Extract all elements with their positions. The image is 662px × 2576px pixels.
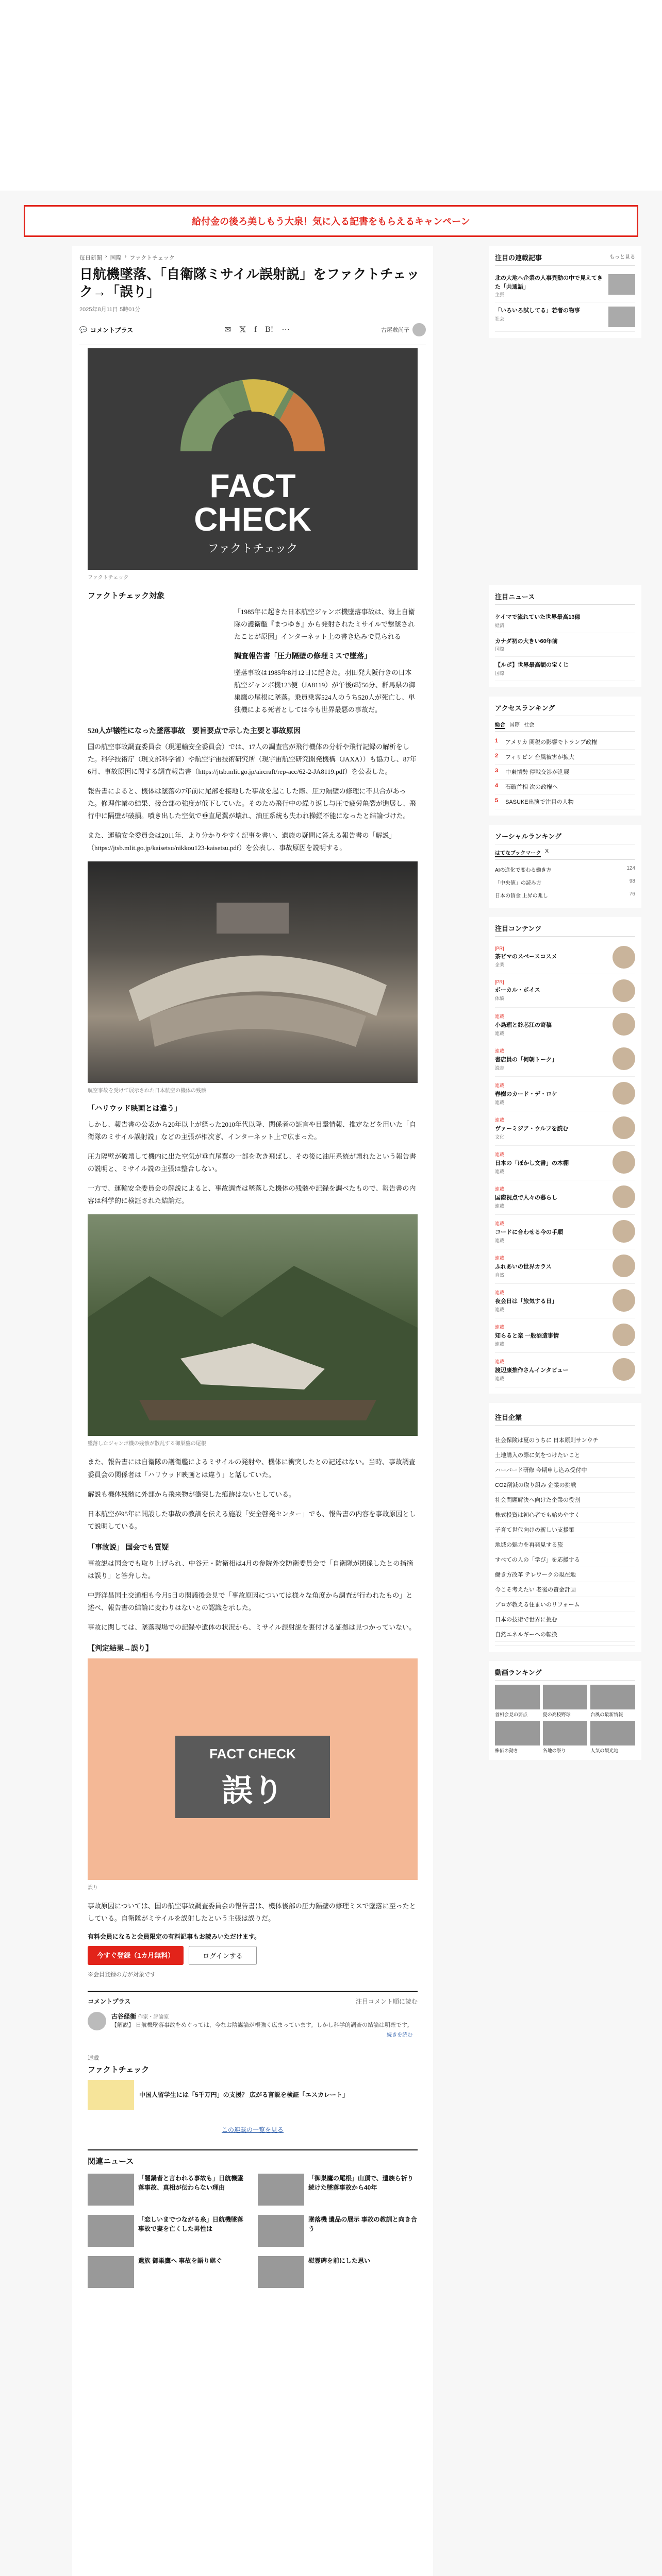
video-ranking: 動画ランキング 首相会見の要点 夏の高校野球 台風の最新情報 株価の動き 各地の祭り 人気の観光地 (489, 1661, 641, 1760)
sidebar (489, 246, 641, 1769)
company-item[interactable]: 社会問題解決へ向けた企業の役割 (495, 1493, 635, 1507)
tab-ranking[interactable]: 社会 (524, 722, 534, 728)
video-thumb (590, 1685, 635, 1709)
featured-contents: 注目コンテンツ [PR] 茶ビマのスペースコスメ 企業 [PR] ボーカル・ボイス 体験 連載 小島瑠と鈴芯江の寄稿 連載 連載 書店員の「何朝トーク」 読書 連載 春樹のカード・デ・ロケ 連載 連載 ヴァーミジア・ウルフを読む 文化 連載 日本の「ぼかし文書」の本棚 連載 連載 国際視点で人々の暮らし 連載 連載 コードに合わせる今の手順 連載 連載 ふれあいの世界カラス 自然 連載 夜会日は「旅気する日」 連載 連載 知らると楽 一般酒造事情 連載 連載 渡辺康推作さんインタビュー 連載 (489, 917, 641, 1394)
paragraph: 国の航空事故調査委員会（現運輸安全委員会）では、17人の調査官が飛行機体の分析や飛行記録の解析をした。科学技術庁（現文部科学省）や航空宇宙技術研究所（現宇宙航空研究開発機構（JAXA））も協力し、87年6月、事故原因に関する調査報告書（https://jtsb.mlit.go.jp/aircraft/rep-acc/62-2-JA8119.pdf）を公表した。 (88, 742, 417, 775)
tab-social[interactable]: はてなブックマーク (495, 849, 541, 857)
content-item[interactable]: 連載 国際視点で人々の暮らし 連載 (495, 1180, 635, 1215)
sidebar-item[interactable]: 北の大地へ企業の人事異動の中で見えてきた「共通語」 主張 (495, 270, 635, 302)
fc-main-text-2: CHECK (194, 500, 311, 538)
content-item[interactable]: 連載 春樹のカード・デ・ロケ 連載 (495, 1077, 635, 1111)
social-ranking: ソーシャルランキング はてなブックマーク X AIの進化で変わる働き方 124 「中央値」の読み方 98 日本の賃金 上昇の兆し 76 (489, 825, 641, 908)
x-share-icon[interactable]: 𝕏 (239, 326, 246, 335)
paywall-message: 有料会員になると会員限定の有料記事もお読みいただけます。 (88, 1933, 261, 1941)
company-item[interactable]: プロが教える住まいのリフォーム (495, 1597, 635, 1612)
video-item[interactable]: 株価の動き (495, 1721, 540, 1754)
comment-plus-link[interactable]: 💬 コメントプラス (79, 326, 134, 334)
company-item[interactable]: 社会保険は夏のうちに 日本原則サンウチ (495, 1433, 635, 1448)
related-item[interactable]: 「闇鍋者と言われる事故も」日航機墜落事故、真相が伝わらない理由 (88, 2174, 247, 2206)
verdict-text: 誤り (222, 1773, 284, 1808)
top-blank-area (0, 0, 662, 191)
verdict-fc-text: FACT CHECK (209, 1745, 296, 1761)
ranking-item[interactable]: 2 フィリピン 台風被害が拡大 (495, 750, 635, 765)
content-photo (613, 1082, 635, 1105)
content-photo (613, 1151, 635, 1174)
related-item[interactable]: 「恋しいまでつながる糸」日航機墜落事故で妻を亡くした男性は (88, 2215, 247, 2247)
breadcrumb-item[interactable]: 毎日新聞 (79, 255, 102, 261)
login-button[interactable]: ログインする (189, 1946, 256, 1965)
content-item[interactable]: 連載 書店員の「何朝トーク」 読書 (495, 1042, 635, 1077)
company-item[interactable]: 株式投資は初心者でも始めやすく (495, 1507, 635, 1522)
company-item[interactable]: 土地購入の際に気をつけたいこと (495, 1448, 635, 1463)
related-news: 関連ニュース 「闇鍋者と言われる事故も」日航機墜落事故、真相が伝わらない理由 「御巣鷹の尾根」山頂で、遺族ら祈り続けた墜落事故から40年 「恋しいまでつながる糸」日航機墜落事故で妻を亡くした男性は 墜落機 遺品の展示 事故の教訓と向き合う 遺族 御巣鷹へ 事故を語り継ぐ 慰霊碑を前にした思い (88, 2149, 418, 2288)
content-item[interactable]: 連載 ヴァーミジア・ウルフを読む 文化 (495, 1111, 635, 1146)
content-item[interactable]: 連載 知らると楽 一般酒造事情 連載 (495, 1318, 635, 1353)
content-item[interactable]: 連載 コードに合わせる今の手順 連載 (495, 1215, 635, 1249)
comment-more-link[interactable]: 続きを読む (387, 2032, 413, 2038)
mail-icon[interactable]: ✉ (224, 326, 231, 335)
content-item[interactable]: [PR] 茶ビマのスペースコスメ 企業 (495, 941, 635, 974)
paragraph: 解説も機体残骸に外部から飛来物が衝突した痕跡はないとしている。 (88, 1490, 296, 1498)
series-box: 連載 ファクトチェック 中国人留学生には「5千万円」の支援？ 広がる言説を検証「エスカレート」 (88, 2054, 418, 2110)
commenter-avatar (88, 2012, 106, 2030)
video-thumb (543, 1685, 588, 1709)
social-item[interactable]: AIの進化で変わる働き方 124 (495, 865, 635, 873)
featured-companies: 注目企業 社会保険は夏のうちに 日本原則サンウチ 土地購入の際に気をつけたいこと ハーバード研修 今期申し込み受付中 CO2削減の取り組み 企業の挑戦 社会問題解決へ向けた企業の役割 株式投資は初心者でも始めやすく 子育て世代向けの新しい支援策 地域の魅力を再発見する旅 すべての人の「学び」を応援する 働き方改革 テレワークの現在地 今こそ考えたい 老後の資金計画 プロが教える住まいのリフォーム 日本の技術で世界に挑む 自然エネルギーへの転換 (489, 1403, 641, 1652)
comment-order-link[interactable]: 注目コメント順に読む (355, 1998, 418, 2006)
image-caption: 誤り (88, 1885, 98, 1891)
content-photo (613, 1289, 635, 1312)
report-summary: 調査報告書「圧力隔壁の修理ミスで墜落」 墜落事故は1985年8月12日に起きた。羽田発大阪行きの日本航空ジャンボ機123便（JA8119）が午後6時56分、群馬県の御巣鷹の尾根に墜落。乗員乗客524人のうち520人が死亡し、単独機による死者としては今も世界最悪の事故だ。 (234, 652, 416, 714)
company-item[interactable]: CO2削減の取り組み 企業の挑戦 (495, 1478, 635, 1493)
video-item[interactable]: 夏の高校野球 (543, 1685, 588, 1718)
section-heading: 「ハリウッド映画とは違う」 (88, 1105, 181, 1113)
avatar (412, 323, 426, 336)
paragraph: 圧力隔壁が破壊して機内に出た空気が垂直尾翼の一部を吹き飛ばし、その後に油圧系統が壊れたという報告書の説明と、ミサイル説の主張は整合しない。 (88, 1153, 417, 1173)
verdict-heading: 【判定結果→誤り】 (88, 1645, 153, 1653)
video-thumb (495, 1685, 540, 1709)
company-item[interactable]: 今こそ考えたい 老後の資金計画 (495, 1582, 635, 1597)
paragraph: 事故説は国会でも取り上げられ、中谷元・防衛相は4月の参院外交防衛委員会で「自衛隊が関係したとの指摘は誤り」と答弁した。 (88, 1559, 413, 1580)
paragraph: 一方で、運輸安全委員会の解説によると、事故調査は墜落した機体の残骸や記録を調べたもので、報告書の内容は科学的に検証された結論だ。 (88, 1184, 416, 1205)
comment-icon: 💬 (79, 326, 87, 334)
breadcrumb-item[interactable]: 国際 (110, 255, 122, 261)
wreckage-photo (88, 861, 418, 1083)
fact-check-image (88, 348, 418, 570)
content-item[interactable]: 連載 日本の「ぼかし文書」の本棚 連載 (495, 1146, 635, 1180)
sidebar-item[interactable]: 「いろいろ試してる」若者の物事 社会 (495, 302, 635, 332)
register-button[interactable]: 今すぐ登録（1カ月無料） (88, 1946, 184, 1965)
video-item[interactable]: 各地の祭り (543, 1721, 588, 1754)
access-ranking: アクセスランキング 総合 国際 社会 1 アメリカ 関税の影響でトランプ政権 2 フィリピン 台風被害が拡大 3 中東情勢 停戦交渉が進展 4 石破首相 次の政権へ 5 SASUKE出演で注目の人物 (489, 697, 641, 816)
content-item[interactable]: 連載 小島瑠と鈴芯江の寄稿 連載 (495, 1008, 635, 1042)
content-photo (613, 1047, 635, 1070)
ranking-item[interactable]: 3 中東情勢 停戦交渉が進展 (495, 765, 635, 779)
sidebar-news: 注目ニュース ケイマで流れていた世界最高13億 経済 カナダ初の大きい60年前 国際 【ルポ】世界最高額の宝くじ 国際 (489, 585, 641, 687)
paragraph: また、運輸安全委員会は2011年、より分かりやすく記事を書い、遺族の疑問に答える報告書の「解説」（https://jtsb.mlit.go.jp/kaisetsu/nikkou123-kaisetsu.pdf）を公表し、事故原因を説明する。 (88, 832, 396, 852)
ranking-item[interactable]: 1 アメリカ 関税の影響でトランプ政権 (495, 735, 635, 750)
content-photo (613, 946, 635, 969)
video-item[interactable]: 台風の最新情報 (590, 1685, 635, 1718)
paragraph: 報告書によると、機体は墜落の7年前に尾部を接地した事故を起こした際、圧力隔壁の修理に不具合があった。修理作業の結果、接合部の強度が低下していた。そのため飛行中の繰り返し与圧で疲労亀裂が進展し、飛行中に隔壁が破損。噴き出した空気で垂直尾翼が壊れ、油圧系統も失われ操縦不能になったと結論づけた。 (88, 787, 417, 820)
company-item[interactable]: 日本の技術で世界に挑む (495, 1612, 635, 1627)
section-heading: 520人が犠牲になった墜落事故 要旨要点で示した主要と事故原因 (88, 727, 301, 735)
sidebar-item[interactable]: ケイマで流れていた世界最高13億 経済 (495, 609, 635, 633)
comment-box: コメントプラス 注目コメント順に読む 古谷経衡 作家・評論家 【解説】 日航機墜落事故をめぐっては、今なお陰謀論が根強く広まっています。しかし科学的調査の結論は明確です。 続きを読む (88, 1991, 418, 2038)
company-item[interactable]: 働き方改革 テレワークの現在地 (495, 1567, 635, 1582)
crash-site-photo (88, 1214, 418, 1436)
campaign-text: 給付金の後ろ美しもう大泉！気に入る記書をもらえるキャンペーン (192, 216, 470, 227)
paywall-note: ※会員登録の方が対象です (88, 1972, 156, 1978)
fc-main-text: FACT (209, 467, 296, 504)
fc-sub-text: ファクトチェック (207, 541, 298, 555)
content-photo (613, 1324, 635, 1346)
sidebar-series: 注目の連載記事 もっと見る 北の大地へ企業の人事異動の中で見えてきた「共通語」 主張 「いろいろ試してる」若者の物事 社会 (489, 246, 641, 338)
content-photo (613, 1358, 635, 1381)
comment-text: 【解説】 日航機墜落事故をめぐっては、今なお陰謀論が根強く広まっています。しかし科学的調査の結論は明確です。 (111, 2022, 413, 2029)
content-photo (613, 1185, 635, 1208)
paragraph: しかし、報告書の公表から20年以上が経った2010年代以降、関係者の証言や目撃情報、推定などを用いた「自衛隊のミサイル誤射説」などの主張が相次ぎ、インターネット上で広まった。 (88, 1121, 417, 1141)
content-photo (613, 1116, 635, 1139)
ranking-item[interactable]: 5 SASUKE出演で注目の人物 (495, 794, 635, 809)
content-photo (613, 979, 635, 1002)
series-all-link[interactable]: この連載の一覧を見る (221, 2126, 284, 2133)
company-item[interactable]: ハーバード研修 今期申し込み受付中 (495, 1463, 635, 1478)
social-item[interactable]: 「中央値」の読み方 98 (495, 878, 635, 886)
video-item[interactable]: 人気の観光地 (590, 1721, 635, 1754)
video-thumb (495, 1721, 540, 1745)
photo-caption: 墜落したジャンボ機の残骸が散乱する御巣鷹の尾根 (88, 1441, 206, 1447)
content-item[interactable]: 連載 ふれあいの世界カラス 自然 (495, 1249, 635, 1284)
verdict-image (88, 1658, 418, 1880)
sidebar-item[interactable]: カナダ初の大きい60年前 国際 (495, 633, 635, 657)
company-item[interactable]: 自然エネルギーへの転換 (495, 1627, 635, 1642)
series-item[interactable]: 中国人留学生には「5千万円」の支援？ 広がる言説を検証「エスカレート」 (88, 2080, 418, 2110)
image-caption: ファクトチェック (88, 574, 129, 581)
facebook-share-icon[interactable]: f (254, 325, 257, 334)
company-item[interactable]: 地域の魅力を再発見する旅 (495, 1537, 635, 1552)
tab-social[interactable]: X (545, 848, 549, 854)
bookmark-icon[interactable]: B! (265, 325, 274, 334)
paragraph: 中野洋昌国土交通相も今月5日の閣議後会見で「事故原因については様々な角度から調査が行われたもの」と述べ、報告書の結論に変わりはないとの認識を示した。 (88, 1591, 413, 1612)
comment-heading: コメントプラス (88, 1998, 131, 2006)
series-title[interactable]: ファクトチェック (88, 2065, 150, 2074)
wreckage-graphic (88, 861, 418, 1083)
social-item[interactable]: 日本の賃金 上昇の兆し 76 (495, 891, 635, 899)
tab-ranking[interactable]: 国際 (509, 722, 520, 728)
sidebar-item[interactable]: 【ルポ】世界最高額の宝くじ 国際 (495, 657, 635, 681)
crash-site-graphic (88, 1214, 418, 1436)
content-item[interactable]: 連載 渡辺康推作さんインタビュー 連載 (495, 1353, 635, 1387)
ranking-item[interactable]: 4 石破首相 次の政権へ (495, 779, 635, 794)
related-item[interactable]: 「御巣鷹の尾根」山頂で、遺族ら祈り続けた墜落事故から40年 (258, 2174, 418, 2206)
paragraph: 日本航空が95年に開設した事故の教訓を伝える施設「安全啓発センター」でも、報告書の内容を事故原因として説明している。 (88, 1510, 416, 1530)
article-main (72, 246, 433, 2576)
share-bar (224, 325, 290, 335)
paragraph: 事故原因については、国の航空事故調査委員会の報告書は、機体後部の圧力隔壁の修理ミスで墜落に至ったとしている。自衛隊がミサイルを誤射したという主張は誤りだ。 (88, 1902, 416, 1922)
article-title: 日航機墜落、「自衛隊ミサイル誤射説」をファクトチェック→「誤り」 (79, 267, 420, 299)
campaign-banner[interactable] (24, 205, 638, 237)
content-item[interactable]: [PR] ボーカル・ボイス 体験 (495, 974, 635, 1008)
article-date: 2025年8月11日 5時01分 (79, 306, 141, 313)
company-item[interactable]: すべての人の「学び」を応援する (495, 1552, 635, 1567)
company-item[interactable]: 子育て世代向けの新しい支援策 (495, 1522, 635, 1537)
paragraph: また、報告書には自衛隊の護衛艦によるミサイルの発射や、機体に衝突したとの記述はない。当時、事故調査委員会の関係者は「ハリウッド映画とは違う」と話していた。 (88, 1458, 416, 1479)
author[interactable]: 古屋敷尚子 (381, 323, 426, 336)
tab-ranking[interactable]: 総合 (495, 720, 505, 729)
content-item[interactable]: 連載 夜会日は「旅気する日」 連載 (495, 1284, 635, 1318)
related-item[interactable]: 慰霊碑を前にした思い (258, 2256, 418, 2288)
related-item[interactable]: 遺族 御巣鷹へ 事故を語り継ぐ (88, 2256, 247, 2288)
section-heading: 「事故説」 国会でも質疑 (88, 1544, 169, 1552)
paragraph: 事故に関しては、墜落現場での記録や遺体の状況から、ミサイル誤射説を裏付ける証拠は見つかっていない。 (88, 1623, 416, 1631)
more-share-icon[interactable]: ⋯ (282, 326, 290, 335)
related-item[interactable]: 墜落機 遺品の展示 事故の教訓と向き合う (258, 2215, 418, 2247)
video-item[interactable]: 首相会見の要点 (495, 1685, 540, 1718)
commenter-name[interactable]: 古谷経衡 (111, 2013, 137, 2021)
breadcrumb: 毎日新聞 › 国際 › ファクトチェック (79, 253, 175, 261)
content-photo (613, 1220, 635, 1243)
content-photo (613, 1013, 635, 1036)
series-thumb (88, 2080, 134, 2110)
fact-check-target: 「1985年に起きた日本航空ジャンボ機墜落事故は、海上自衛隊の護衛艦『まつゆき』から発射されたミサイルで撃墜されたことが原因」インターネット上の書き込みで見られる (234, 607, 415, 640)
photo-caption: 航空事故を受けて展示された日本航空の機体の残骸 (88, 1088, 206, 1094)
content-photo (613, 1255, 635, 1277)
section-heading: ファクトチェック対象 (88, 591, 165, 600)
breadcrumb-item[interactable]: ファクトチェック (129, 255, 175, 261)
video-thumb (543, 1721, 588, 1745)
video-thumb (590, 1721, 635, 1745)
